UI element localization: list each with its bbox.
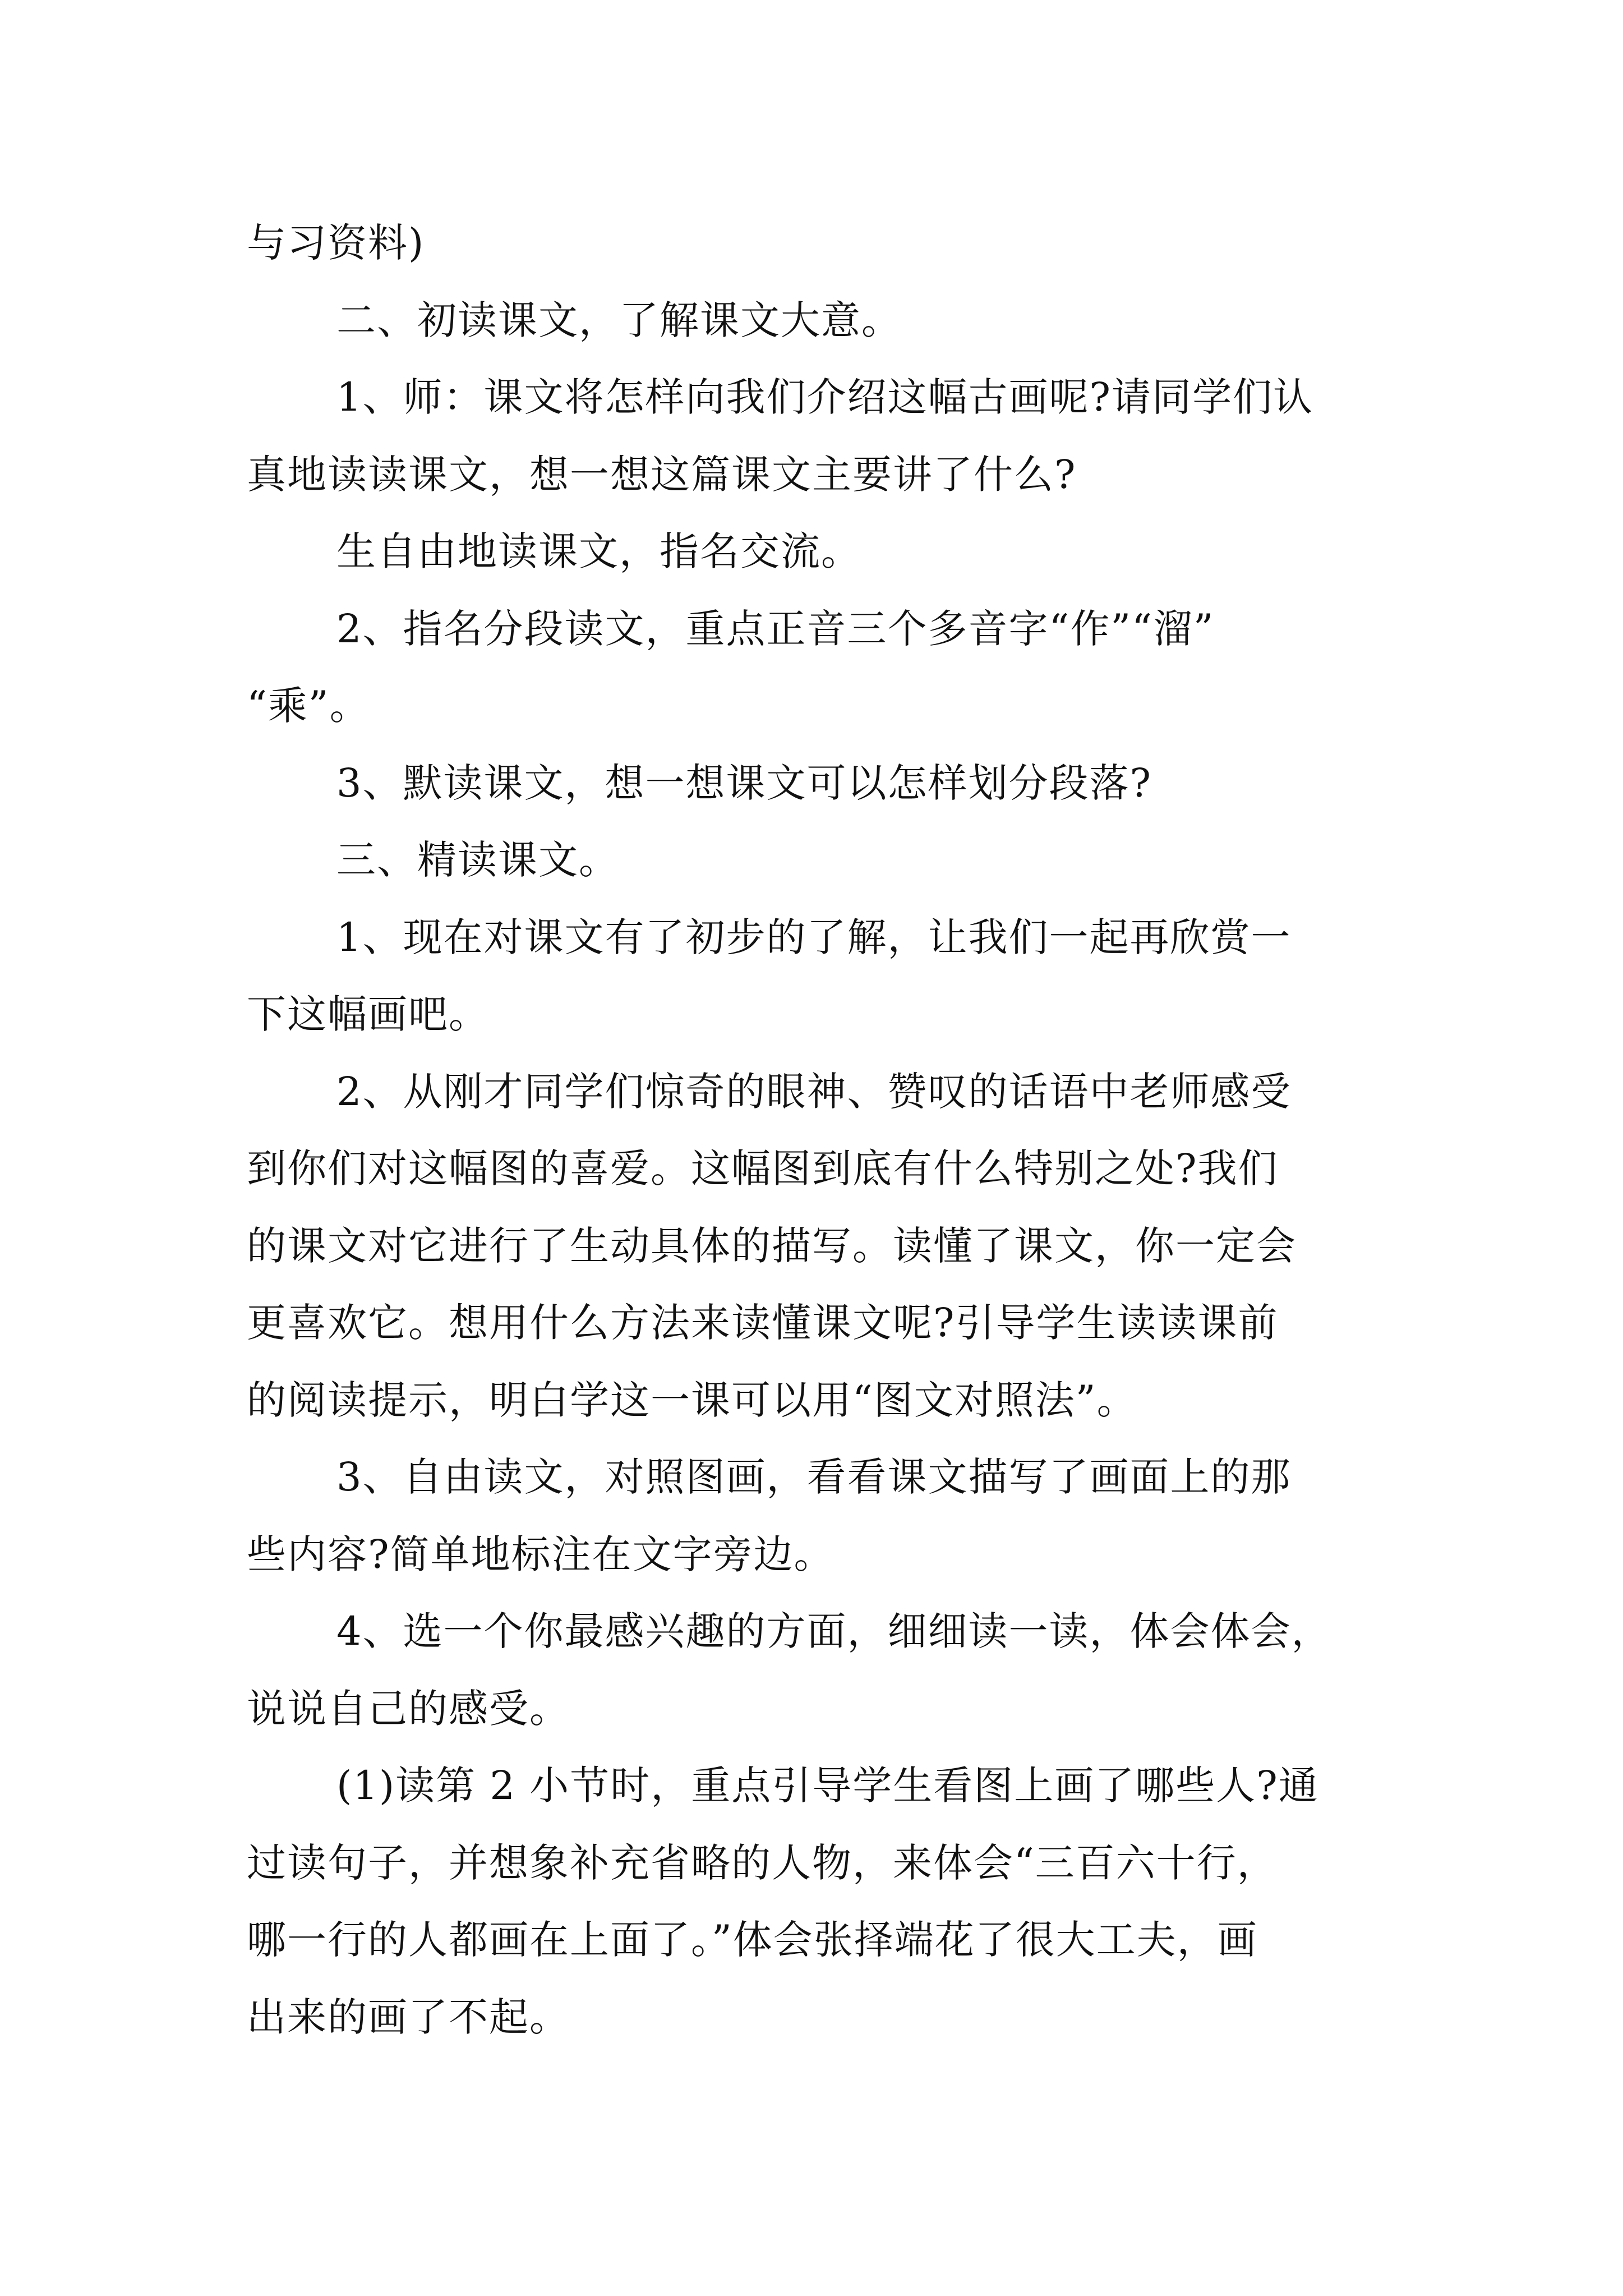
text-line: 的课文对它进行了生动具体的描写。读懂了课文，你一定会: [247, 1222, 1297, 1269]
text-line: 2、从刚才同学们惊奇的眼神、赞叹的话语中老师感受: [336, 1068, 1292, 1115]
text-line: 生自由地读课文，指名交流。: [336, 528, 861, 574]
text-line: 4、选一个你最感兴趣的方面，细细读一读，体会体会，: [336, 1608, 1332, 1654]
text-line: 出来的画了不起。: [247, 1994, 570, 2040]
text-line: 更喜欢它。想用什么方法来读懂课文呢?引导学生读读课前: [247, 1300, 1279, 1346]
text-line: 三、精读课文。: [336, 837, 619, 883]
text-line: (1)读第 2 小节时，重点引导学生看图上画了哪些人?通: [336, 1763, 1319, 1809]
text-line: 1、师：课文将怎样向我们介绍这幅古画呢?请同学们认: [336, 374, 1314, 420]
text-line: 些内容?简单地标注在文字旁边。: [247, 1531, 834, 1577]
text-line: 的阅读提示，明白学这一课可以用“图文对照法”。: [247, 1377, 1137, 1423]
text-line: 二、初读课文，了解课文大意。: [336, 297, 902, 343]
text-line: 3、自由读文，对照图画，看看课文描写了画面上的那: [336, 1454, 1292, 1500]
text-line: 1、现在对课文有了初步的了解，让我们一起再欣赏一: [336, 914, 1292, 960]
text-line: 说说自己的感受。: [247, 1685, 570, 1732]
text-line: 过读句子，并想象补充省略的人物，来体会“三百六十行，: [247, 1839, 1278, 1886]
text-line: 与习资料): [247, 220, 425, 266]
body-text: [247, 205, 1391, 2056]
text-line: 真地读读课文，想一想这篇课文主要讲了什么?: [247, 451, 1077, 498]
text-line: 哪一行的人都画在上面了。”体会张择端花了很大工夫，画: [247, 1917, 1258, 1963]
text-line: “乘”。: [247, 683, 370, 729]
text-line: 下这幅画吧。: [247, 991, 489, 1037]
text-line: 到你们对这幅图的喜爱。这幅图到底有什么特别之处?我们: [247, 1145, 1279, 1191]
text-line: 2、指名分段读文，重点正音三个多音字“作”“溜”: [336, 605, 1215, 652]
text-line: 3、默读课文，想一想课文可以怎样划分段落?: [336, 760, 1152, 806]
